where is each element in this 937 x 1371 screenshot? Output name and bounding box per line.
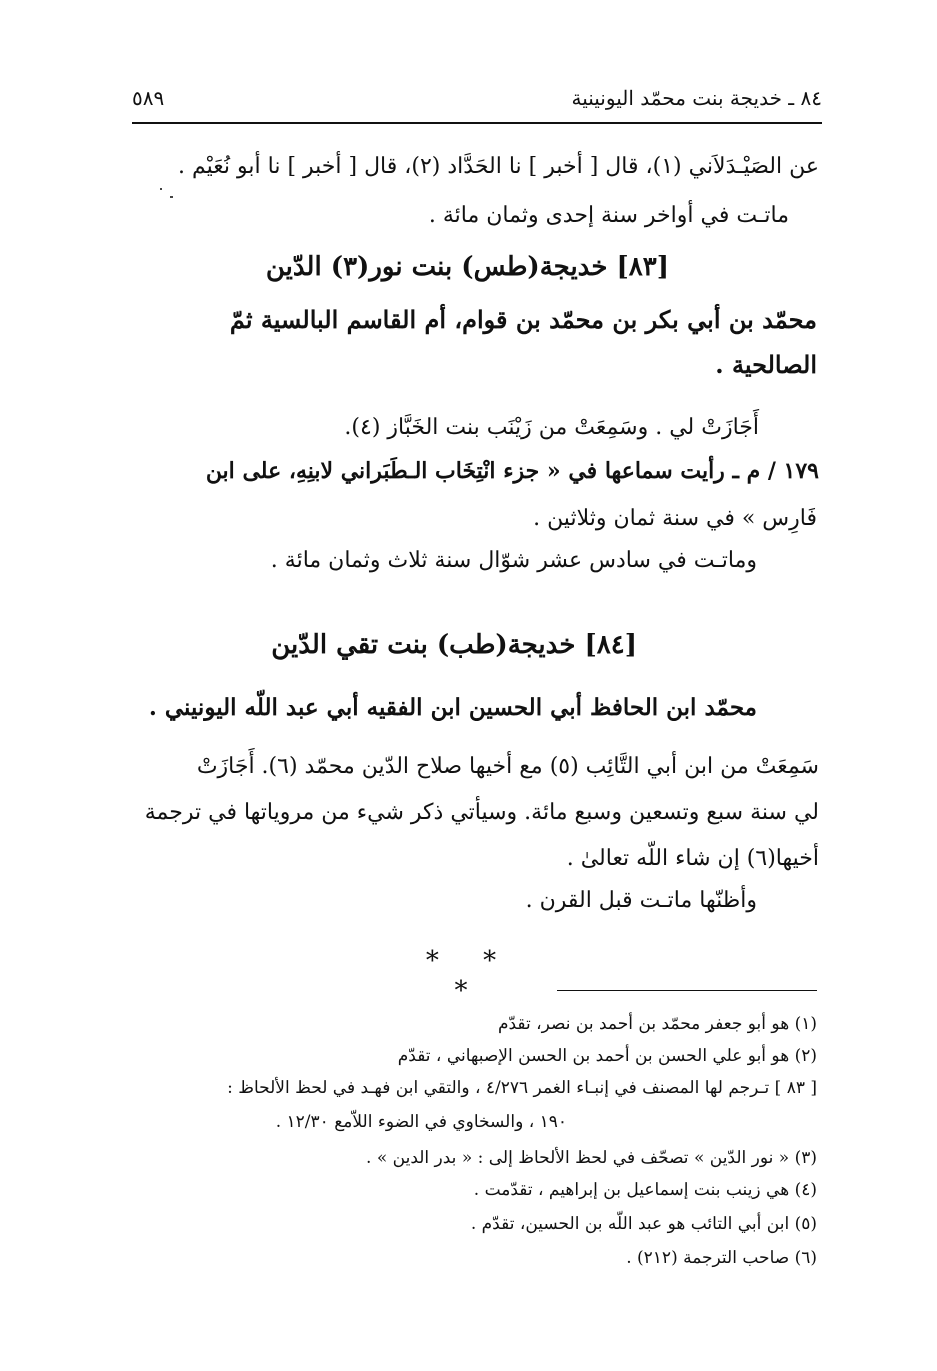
entry83-intro-line: عن الصَيْـدَلاَني (١)، قال [ أخبر ] نا الحَدَّاد (٢)، قال [ أخبر ] نا أبو نُعَيْم . — [178, 154, 819, 179]
scan-speck — [170, 196, 173, 198]
entry84-para-3: أخيها(٦) إن شاء اللّه تعالىٰ . — [566, 846, 819, 871]
entry84-lineage: محمّد ابن الحافظ أبي الحسين ابن الفقيه أبي عبد اللّه اليونيني . — [148, 694, 757, 721]
entry83-ijaza: أَجَازَتْ لي . وسَمِعَتْ من زَيْنَب بنت الخَبَّاز (٤). — [344, 415, 759, 440]
entry84-heading: [٨٤] خديجة(طب) بنت تقي الدّين — [271, 630, 637, 660]
entry83-line179-a: ١٧٩ / م ـ رأيت سماعها في « جزء انْتِخَاب الـطَبَراني لابنِهِ، على ابن — [205, 458, 819, 484]
entry84-para-4: وأظنّها ماتـت قبل القرن . — [525, 888, 757, 913]
footnote-rule — [557, 990, 817, 991]
footnote-3: (٣) « نور الدّين » تصحّف في لحظ الألحاظ إلى : « بدر الدين » . — [366, 1148, 817, 1168]
entry83-death: وماتـت في سادس عشر شوّال سنة ثلاث وثمان مائة . — [270, 548, 757, 573]
running-header — [132, 80, 822, 120]
footnote-4: (٤) هي زينب بنت إسماعيل بن إبراهيم ، تقدّمت . — [473, 1180, 817, 1200]
entry83-line179-b: فَارِس » في سنة ثمان وثلاثين . — [533, 506, 817, 531]
entry83-lineage-1: محمّد بن أبي بكر بن محمّد بن قوام، أم القاسم البالسية ثمّ — [229, 305, 817, 334]
footnote-83-b: ١٩٠ ، والسخاوي في الضوء اللاّمع ١٢/٣٠ . — [275, 1112, 567, 1132]
entry83-death-line: ماتـت في أواخر سنة إحدى وثمان مائة . — [428, 203, 789, 228]
entry84-para-1: سَمِعَتْ من ابن أبي التَّائِب (٥) مع أخيها صلاح الدّين محمّد (٦). أَجَازَتْ — [196, 754, 819, 779]
footnote-83-a: [ ٨٣ ] تـرجم لها المصنف في إنبـاء الغمر ٤/٢٧٦ ، والتقي ابن فهـد في لحظ الألحاظ : — [227, 1078, 817, 1098]
entry83-lineage-2: الصالحية . — [715, 350, 817, 379]
footnote-6: (٦) صاحب الترجمة (٢١٢) . — [626, 1248, 817, 1268]
entry83-heading: [٨٣] خديجة(طس) بنت نور(٣) الدّين — [265, 252, 669, 282]
page-number: ٥٨٩ — [132, 86, 165, 110]
footnote-2: (٢) هو أبو علي الحسن بن أحمد بن الحسن الإصبهاني ، تقدّم — [397, 1046, 817, 1066]
footnote-5: (٥) ابن أبي التائب هو عبد اللّه بن الحسين، تقدّم . — [470, 1214, 817, 1234]
entry84-para-2: لي سنة سبع وتسعين وسبع مائة. وسيأتي ذكر شيء من مروياتها في ترجمة — [144, 800, 819, 825]
header-rule — [132, 122, 822, 124]
scan-speck — [160, 188, 162, 190]
section-separator: * * * — [425, 946, 515, 1006]
footnote-1: (١) هو أبو جعفر محمّد بن أحمد بن نصر، تقدّم — [497, 1014, 817, 1034]
header-title: ٨٤ ـ خديجة بنت محمّد اليونينية — [571, 86, 822, 110]
